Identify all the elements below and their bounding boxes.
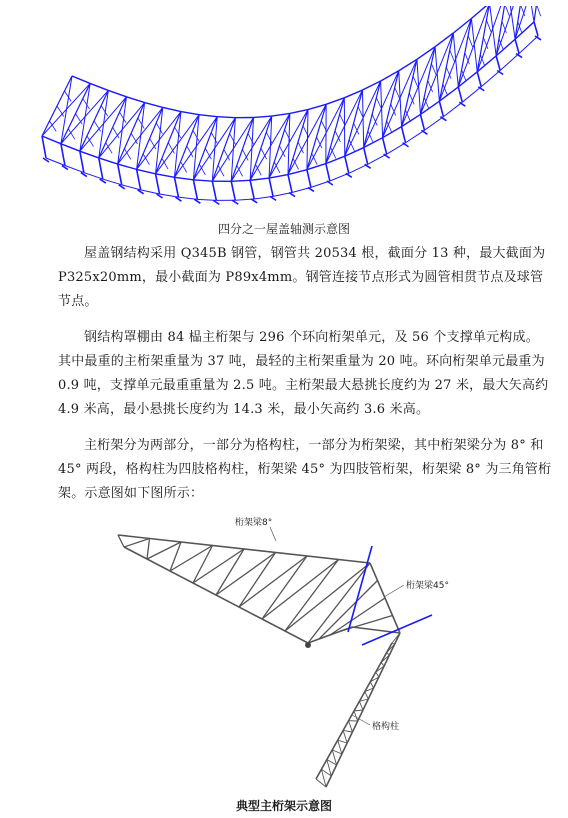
- paragraph-2: 钢结构罩棚由 84 榀主桁架与 296 个环向桁架单元，及 56 个支撑单元构成。其中最重的主桁架重量为 37 吨，最轻的主桁架重量为 20 吨。环向桁架单元最重为 0.9 吨，支撑单元最重重量为 2.5 吨。主桁架最大悬挑长度约为 27 米，最大矢高约 4.9 米高，最小悬挑长度约为 14.3 米，最小矢高约 3.6 米高。: [58, 330, 549, 417]
- support-node: [305, 642, 311, 648]
- main-truss-diagram: [100, 515, 460, 795]
- label-beam-8deg: 桁架梁8°: [235, 518, 273, 528]
- roof-truss-axonometric-figure: [34, 6, 544, 218]
- paragraph-1: 屋盖钢结构采用 Q345B 钢管，钢管共 20534 根，截面分 13 种，最大截面为 P325x20mm，最小截面为 P89x4mm。钢管连接节点形式为圆管相贯节点及球管节点。: [58, 246, 546, 309]
- figure1-caption: 四分之一屋盖轴测示意图: [217, 222, 350, 236]
- label-beam-45deg: 桁架梁45°: [406, 581, 449, 591]
- label-column: 格构柱: [372, 722, 400, 732]
- paragraph-3: 主桁架分为两部分，一部分为格构柱，一部分为桁架梁，其中桁架梁分为 8° 和 45° 两段，格构柱为四肢格构柱，桁架梁 45° 为四肢管桁架，桁架梁 8° 为三角管桁架。示意图如下图所示：: [58, 438, 552, 501]
- figure2-caption: 典型主桁架示意图: [235, 799, 332, 813]
